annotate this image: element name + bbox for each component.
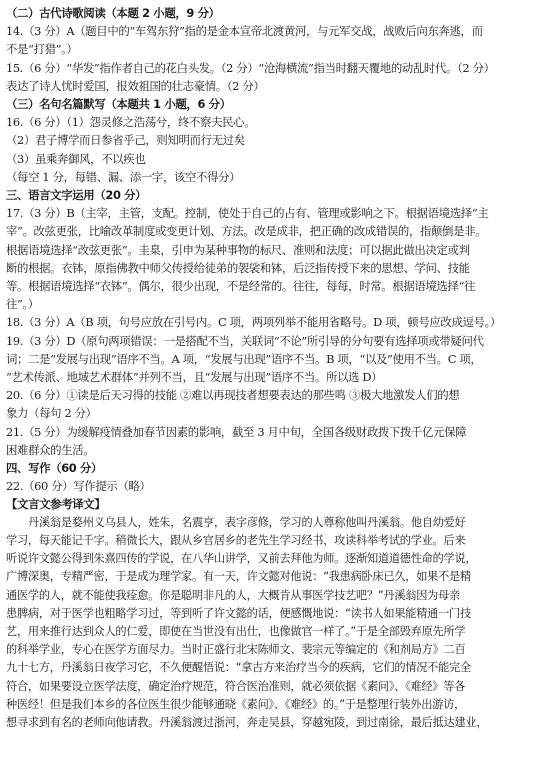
text-line: 15.（6 分）“华发”指作者自己的花白头发。（2 分）“沧海横流”指当时翻天覆地的动乱时代。（2 分） <box>6 60 495 75</box>
text-line: 往”。） <box>6 297 39 312</box>
text-line: 根据语境选择“改弦更张”。圭臬，引申为某种事物的标尺、准则和法度；可以据此做出决定或判 <box>6 242 470 257</box>
translation-line: 患脾病，对于医学也粗略学习过，等到听了许文懿的话，便感慨地说：“读书人如果能精通一门技 <box>6 606 471 620</box>
text-line: 表达了诗人忧时爱国，报效祖国的壮志豪情。（2 分） <box>6 78 265 93</box>
translation-line: 九十七方，丹溪翁日夜学习它，不久便醒悟说：“拿古方来治疗当今的疾病，它们的情况不能完全 <box>6 661 471 675</box>
translation-line: 艺，用来推行达到众人的仁爱，即使在当世没有出仕，也像做官一样了。”于是全部毁弃原先所学 <box>6 624 466 638</box>
text-line: 不是“打猎”。） <box>6 42 78 57</box>
text-line: 22.（60 分）写作提示（略） <box>6 479 151 494</box>
translation-line: 丹溪翁是婺州义乌县人，姓朱，名震亨，表字彦修，学习的人尊称他叫丹溪翁。他自幼爱好 <box>28 515 466 529</box>
text-line: （2）君子博学而日参省乎己，则知明而行无过矣 <box>6 133 245 148</box>
translation-line: 想寻求到有名的老师向他请教。丹溪翁渡过浙河，奔走吴县，穿越宛陵，到过南徐，最后抵达建业， <box>6 715 488 729</box>
text-line: 等。根据语境选择“衣钵”。偶尔，很少出现，不是经常的。往往，每每，时常。根据语境选择“往 <box>6 279 476 294</box>
text-line: 17.（3 分）B（主宰，主管，支配。控制，使处于自己的占有、管理或影响之下。根据语境选择“主 <box>6 206 489 221</box>
text-line: （3）虽乘奔御风，不以疾也 <box>6 151 146 166</box>
translation-line: 学习，每天能记千字。稍微长大，跟从乡官居乡的老先生学习经书，攻读科举考试的学业。后来 <box>6 533 466 547</box>
translation-line: 的科举学业，专心在医学方面尽力。当时正盛行北宋陈师文、裴宗元等编定的《和剂局方》二百 <box>6 643 466 657</box>
text-line: （每空 1 分，每错、漏、添一字，该空不得分） <box>6 169 241 184</box>
answer-section <box>6 4 546 514</box>
text-line: 21.（5 分）为缓解疫情叠加春节因素的影响，截至 3 月中旬，全国各级财政拨下拨千亿元保障 <box>6 424 467 439</box>
text-line: 16.（6 分）（1）怨灵修之浩荡兮，终不察夫民心。 <box>6 115 256 130</box>
translation-line: 通医学的人，就不能使我痊愈。你是聪明非凡的人，大概肯从事医学技艺吧？”丹溪翁因为母亲 <box>6 588 460 602</box>
text-line: 宰”。改弦更张，比喻改革制度或变更计划、方法。改是成非，把正确的改成错误的，指颠倒是非。 <box>6 224 487 239</box>
text-line: 断的根据。衣钵，原指佛教中师父传授给徒弟的袈裟和钵，后泛指传授下来的思想、学问、技能 <box>6 260 470 275</box>
text-line: 困难群众的生活。 <box>6 442 95 457</box>
text-line: 三、语言文字运用（20 分） <box>6 188 147 203</box>
translation-line: 广博深奥，专精严密，于是成为理学家。有一天，许文懿对他说：“我患病卧床已久，如果不是精 <box>6 570 471 584</box>
text-line: （三）名句名篇默写（本题共 1 小题，6 分） <box>6 97 231 112</box>
classical-translation-section <box>6 514 546 732</box>
text-line: 词；二是“发展与出现”语序不当。A 项，“发展与出现”语序不当。B 项，“以及”使用不当。C 项， <box>6 351 482 366</box>
text-line: （二）古代诗歌阅读（本题 2 小题，9 分） <box>6 6 220 20</box>
text-line: 四、写作（60 分） <box>6 461 103 476</box>
text-line: 14.（3 分）A（题目中的“车驾东狩”指的是金本宣帝北渡黄河，与元军交战，战败后向东奔逃，而 <box>6 24 483 39</box>
text-line: 【文言文参考译文】 <box>6 497 106 512</box>
text-line: 18.（3 分）A（B 项，句号应放在引号内。C 项，两项列举不能用省略号。D 项，顿号应改成逗号。） <box>6 315 501 330</box>
text-line: 象力（每句 2 分） <box>6 406 97 421</box>
text-line: 19.（3 分）D（原句两项错误：一是搭配不当，关联词“不论”所引导的分句要有选择项或带疑问代 <box>6 333 484 348</box>
translation-line: 种医经！但是我们本乡的各位医生很少能够通晓《素问》、《难经》的。”于是整理行装外出游访， <box>6 697 466 711</box>
text-line: 20.（6 分）①读是后天习得的技能 ②难以再现技者想要表达的那些鸣 ③极大地激发人们的想 <box>6 388 460 403</box>
text-line: “艺术传派、地域艺术群体”并列不当，且“发展与出现”语序不当。所以选 D） <box>6 370 383 385</box>
translation-line: 听说许文懿公得到朱熹四传的学说，在八华山讲学，又前去拜他为师。逐渐知道道德性命的学说， <box>6 552 477 566</box>
translation-line: 符合，如果要设立医学法度，确定治疗规范，符合医治准则，就必须依据《素问》、《难经》等各 <box>6 679 466 693</box>
